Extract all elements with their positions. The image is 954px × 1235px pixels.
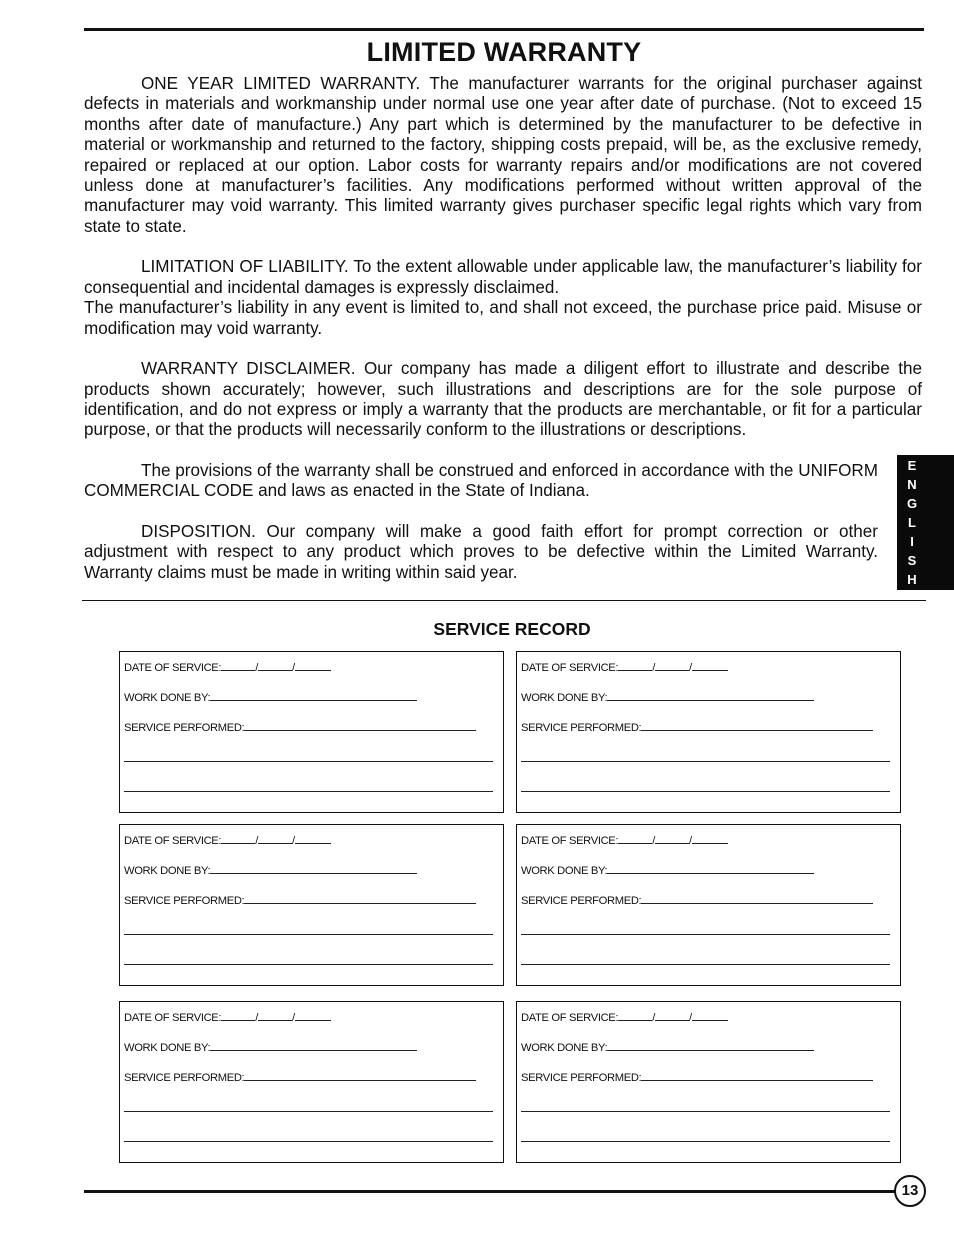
date-of-service-row — [124, 833, 331, 847]
language-tab-letter: H — [907, 572, 917, 587]
date-year-field[interactable] — [692, 660, 728, 671]
work-done-by-label: WORK DONE BY: — [124, 865, 211, 877]
language-tab-letter: N — [907, 477, 917, 492]
work-done-by-row — [521, 1040, 814, 1054]
service-record-card — [119, 651, 504, 813]
service-performed-line[interactable] — [124, 1111, 493, 1112]
date-of-service-label: DATE OF SERVICE: — [521, 1012, 619, 1024]
date-day-field[interactable] — [258, 1010, 292, 1021]
date-separator: / — [291, 662, 295, 674]
language-tab-letter: E — [907, 458, 917, 473]
date-day-field[interactable] — [655, 1010, 689, 1021]
work-done-by-field[interactable] — [210, 1040, 417, 1051]
date-year-field[interactable] — [692, 833, 728, 844]
work-done-by-field[interactable] — [607, 1040, 814, 1051]
warranty-text — [84, 74, 922, 603]
date-of-service-row — [124, 1010, 331, 1024]
work-done-by-row — [521, 863, 814, 877]
date-month-field[interactable] — [221, 833, 255, 844]
service-record-card — [516, 1001, 901, 1163]
service-record-card — [516, 651, 901, 813]
service-performed-field[interactable] — [641, 1070, 873, 1081]
date-separator: / — [291, 1012, 295, 1024]
service-performed-row — [521, 1070, 873, 1084]
service-performed-label: SERVICE PERFORMED: — [521, 895, 642, 907]
service-record-heading: SERVICE RECORD — [433, 619, 591, 639]
service-performed-field[interactable] — [641, 893, 873, 904]
work-done-by-field[interactable] — [210, 863, 417, 874]
work-done-by-label: WORK DONE BY: — [521, 865, 608, 877]
date-day-field[interactable] — [655, 660, 689, 671]
work-done-by-row — [124, 690, 417, 704]
date-separator: / — [652, 662, 655, 674]
page-number: 13 — [894, 1175, 926, 1207]
date-year-field[interactable] — [295, 833, 331, 844]
service-performed-line[interactable] — [124, 934, 493, 935]
service-performed-field[interactable] — [244, 1070, 476, 1081]
section-divider — [82, 600, 926, 601]
date-day-field[interactable] — [258, 660, 292, 671]
warranty-paragraph-one-year: ONE YEAR LIMITED WARRANTY. The manufacturer warrants for the original purchaser against defects in materials and workmanship under normal use one year after date of purchase. (Not to exceed 15 months after date of manufacture.) Any part which is determined by the manufacturer to be defective in material or workmanship and returned to the factory, shipping costs prepaid, will be, as the exclusive remedy, repaired or replaced at our option. Labor costs for warranty repairs and/or modifications are not covered unless done at manufacturer’s facilities. Any modifications performed without written approval of the manufacturer may void warranty. This limited warranty gives purchaser specific legal rights which vary from state to state. — [84, 74, 922, 236]
date-year-field[interactable] — [692, 1010, 728, 1021]
date-separator: / — [255, 1012, 258, 1024]
warranty-paragraph-provisions: The provisions of the warranty shall be construed and enforced in accordance with the UNIFORM COMMERCIAL CODE and laws as enacted in the State of Indiana. — [84, 461, 878, 501]
liability-text-first: LIMITATION OF LIABILITY. To the extent allowable under applicable law, the manufacturer’s liability for consequential and incidental damages is expressly disclaimed. — [84, 257, 922, 297]
date-of-service-label: DATE OF SERVICE: — [521, 662, 619, 674]
work-done-by-label: WORK DONE BY: — [521, 1042, 608, 1054]
bottom-rule — [84, 1190, 896, 1193]
date-month-field[interactable] — [618, 833, 652, 844]
work-done-by-field[interactable] — [607, 863, 814, 874]
work-done-by-row — [124, 863, 417, 877]
service-performed-row — [521, 720, 873, 734]
service-performed-field[interactable] — [244, 893, 476, 904]
date-of-service-label: DATE OF SERVICE: — [124, 835, 222, 847]
date-separator: / — [652, 835, 655, 847]
language-tab-letter: I — [910, 534, 914, 549]
date-of-service-label: DATE OF SERVICE: — [124, 662, 222, 674]
date-month-field[interactable] — [221, 660, 255, 671]
work-done-by-label: WORK DONE BY: — [521, 692, 608, 704]
service-performed-line[interactable] — [521, 934, 890, 935]
service-performed-field[interactable] — [244, 720, 476, 731]
service-record-card — [119, 1001, 504, 1163]
service-performed-line[interactable] — [124, 791, 493, 792]
date-separator: / — [255, 835, 258, 847]
service-performed-line[interactable] — [521, 1141, 890, 1142]
service-performed-row — [124, 1070, 476, 1084]
date-separator: / — [688, 662, 692, 674]
service-performed-label: SERVICE PERFORMED: — [124, 895, 245, 907]
date-month-field[interactable] — [618, 660, 652, 671]
service-record-card — [119, 824, 504, 986]
liability-text-second: The manufacturer’s liability in any event is limited to, and shall not exceed, the purchase price paid. Misuse or modification may void warranty. — [84, 298, 922, 338]
date-of-service-row — [124, 660, 331, 674]
service-performed-line[interactable] — [521, 761, 890, 762]
date-of-service-row — [521, 833, 728, 847]
service-performed-label: SERVICE PERFORMED: — [124, 722, 245, 734]
date-month-field[interactable] — [618, 1010, 652, 1021]
language-tab-english — [897, 455, 954, 590]
service-record-card — [516, 824, 901, 986]
service-performed-label: SERVICE PERFORMED: — [521, 722, 642, 734]
service-performed-label: SERVICE PERFORMED: — [124, 1072, 245, 1084]
service-performed-label: SERVICE PERFORMED: — [521, 1072, 642, 1084]
work-done-by-field[interactable] — [607, 690, 814, 701]
work-done-by-field[interactable] — [210, 690, 417, 701]
work-done-by-row — [521, 690, 814, 704]
date-separator: / — [688, 1012, 692, 1024]
warranty-paragraph-liability — [84, 257, 922, 339]
work-done-by-row — [124, 1040, 417, 1054]
date-of-service-row — [521, 1010, 728, 1024]
service-performed-line[interactable] — [521, 791, 890, 792]
service-performed-row — [521, 893, 873, 907]
service-performed-line[interactable] — [124, 964, 493, 965]
service-performed-line[interactable] — [521, 1111, 890, 1112]
service-performed-line[interactable] — [521, 964, 890, 965]
date-of-service-label: DATE OF SERVICE: — [521, 835, 619, 847]
top-rule — [84, 28, 924, 31]
date-separator: / — [291, 835, 295, 847]
language-tab-letter: G — [906, 496, 918, 511]
date-of-service-label: DATE OF SERVICE: — [124, 1012, 222, 1024]
date-separator: / — [688, 835, 692, 847]
date-of-service-row — [521, 660, 728, 674]
warranty-paragraph-disposition: DISPOSITION. Our company will make a good faith effort for prompt correction or other adjustment with respect to any product which proves to be defective within the Limited Warranty. Warranty claims must be made in writing within said year. — [84, 522, 878, 582]
date-separator: / — [652, 1012, 655, 1024]
date-separator: / — [255, 662, 258, 674]
service-performed-line[interactable] — [124, 761, 493, 762]
date-day-field[interactable] — [258, 833, 292, 844]
service-performed-row — [124, 720, 476, 734]
service-performed-field[interactable] — [641, 720, 873, 731]
date-day-field[interactable] — [655, 833, 689, 844]
service-performed-row — [124, 893, 476, 907]
service-performed-line[interactable] — [124, 1141, 493, 1142]
page-title: LIMITED WARRANTY — [366, 37, 642, 67]
date-year-field[interactable] — [295, 660, 331, 671]
language-tab-letter: L — [908, 515, 916, 530]
work-done-by-label: WORK DONE BY: — [124, 692, 211, 704]
work-done-by-label: WORK DONE BY: — [124, 1042, 211, 1054]
date-month-field[interactable] — [221, 1010, 255, 1021]
warranty-paragraph-disclaimer: WARRANTY DISCLAIMER. Our company has made a diligent effort to illustrate and describe the products shown accurately; however, such illustrations and descriptions are for the sole purpose of identification, and do not express or imply a warranty that the products are merchantable, or fit for a particular purpose, or that the products will necessarily conform to the illustrations or descriptions. — [84, 359, 922, 440]
date-year-field[interactable] — [295, 1010, 331, 1021]
language-tab-letter: S — [907, 553, 917, 568]
